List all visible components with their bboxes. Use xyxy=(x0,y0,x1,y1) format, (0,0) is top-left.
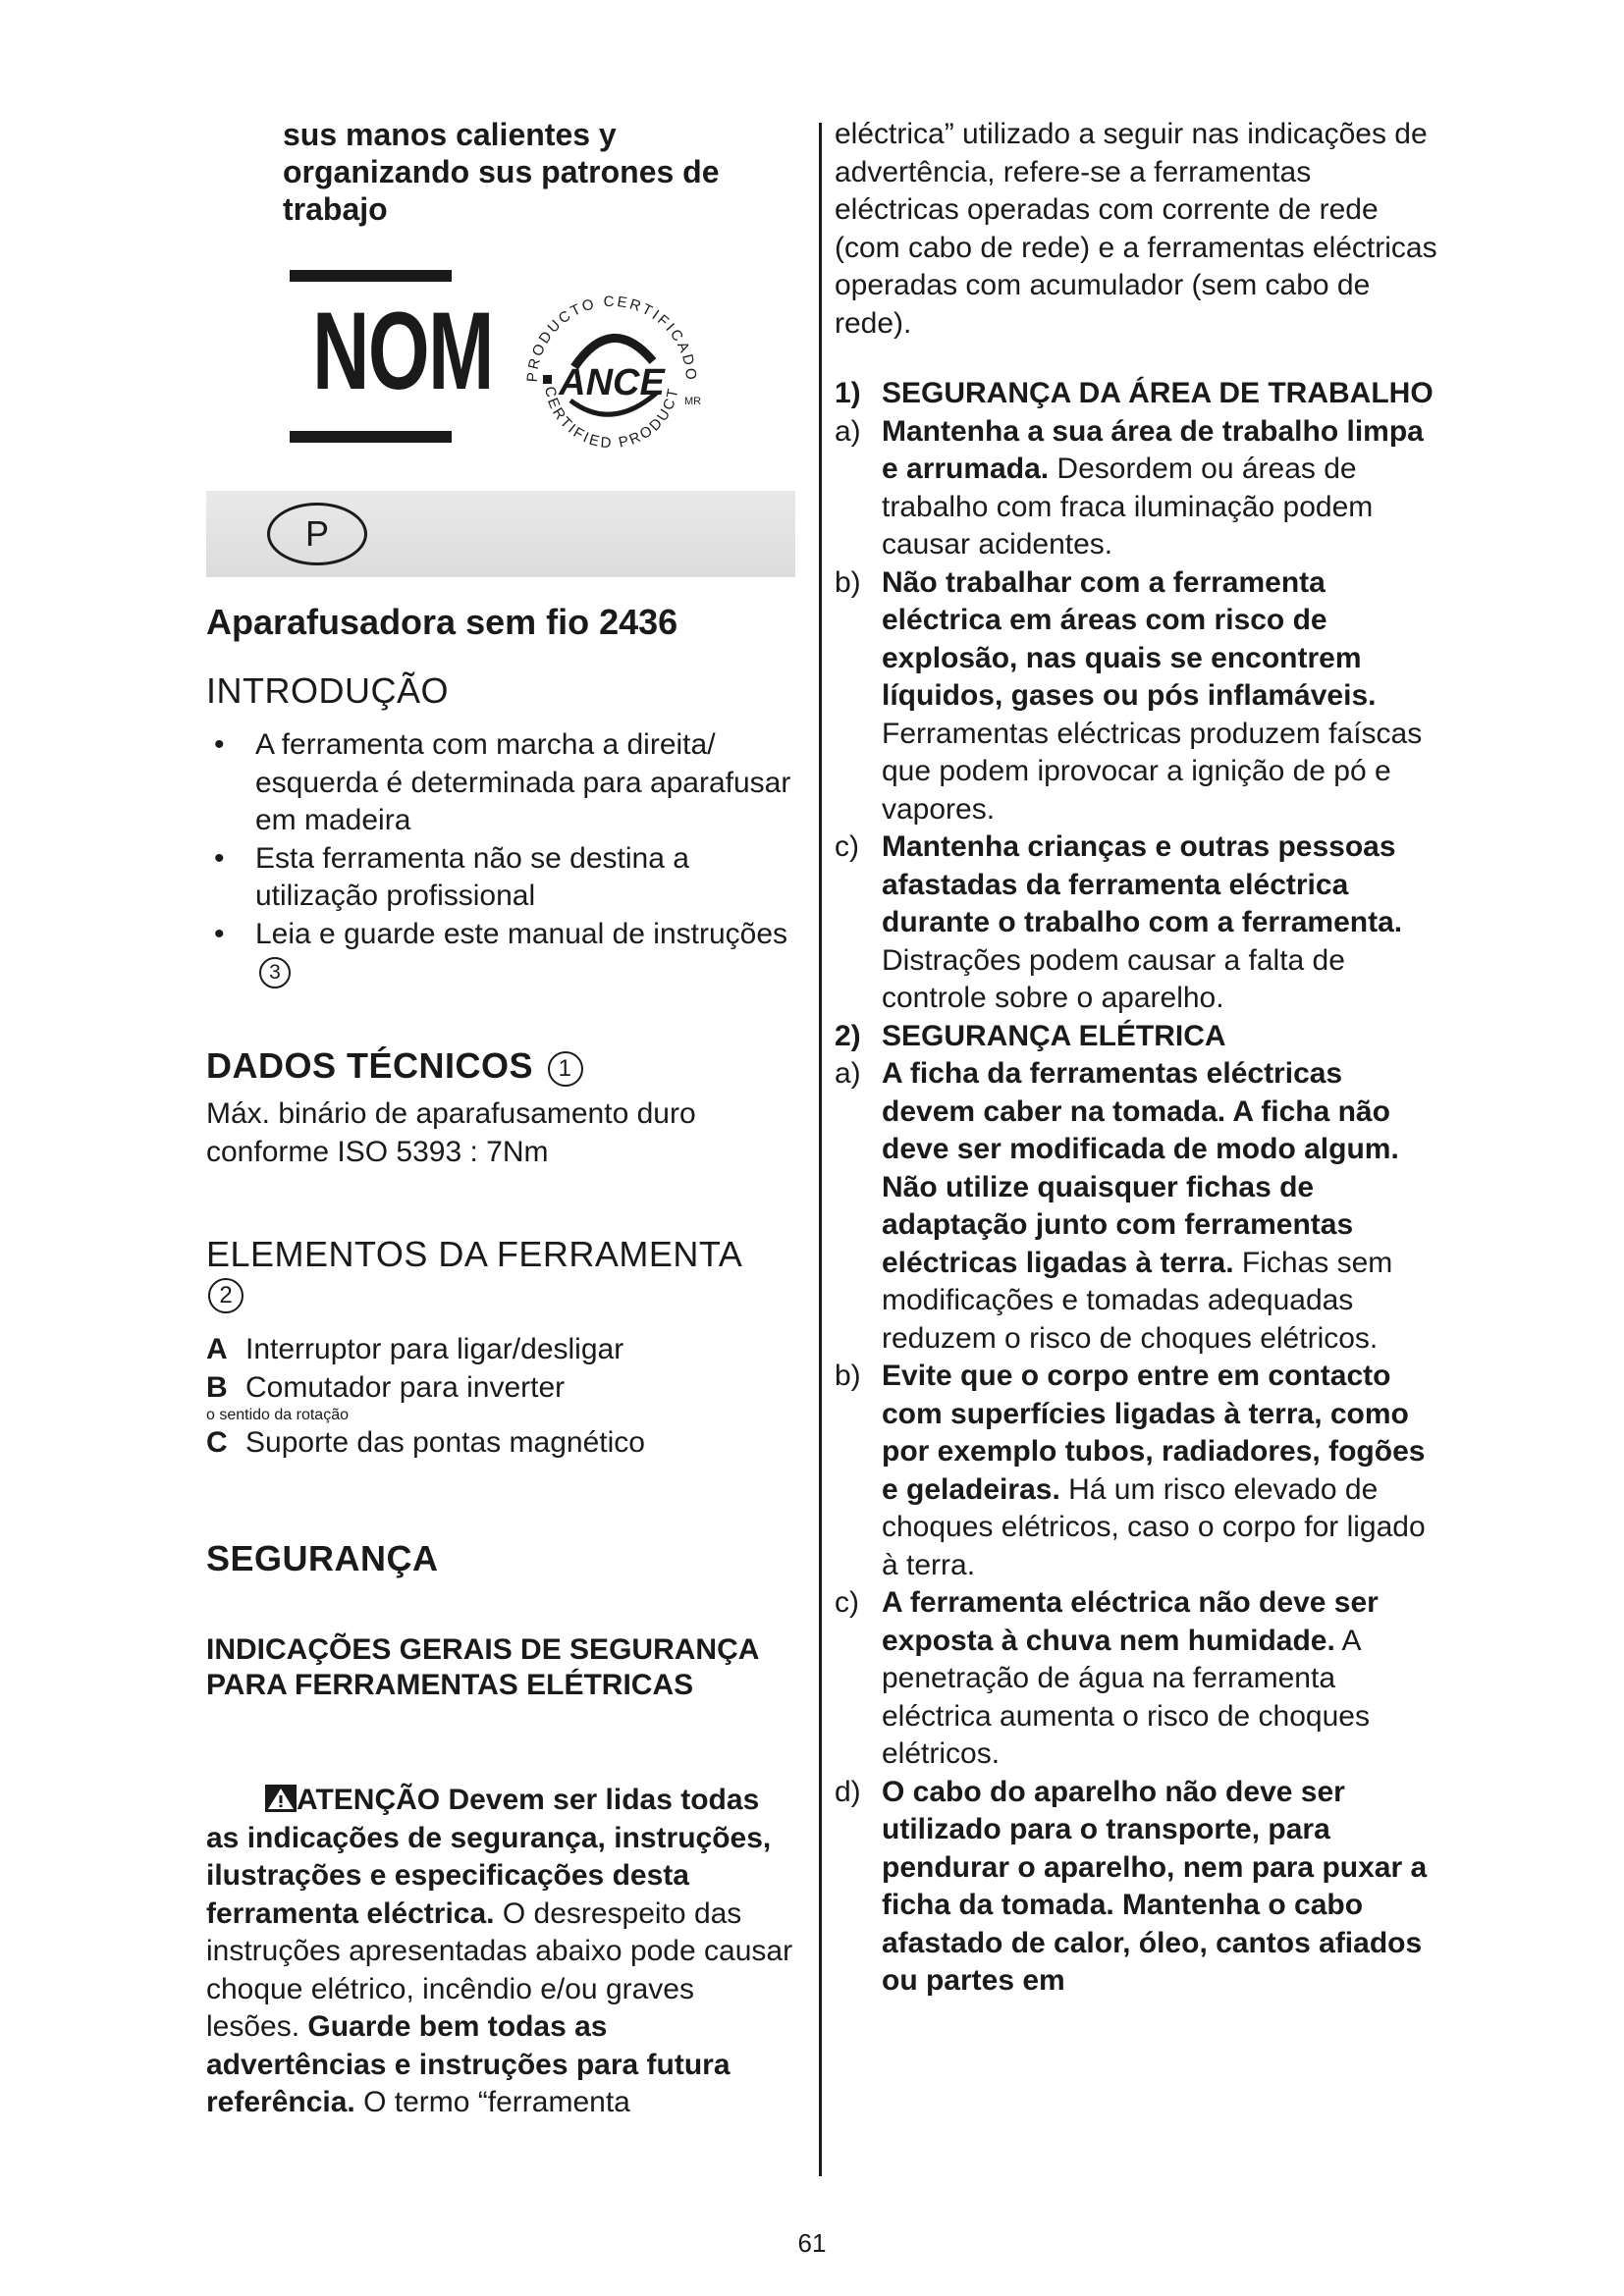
list-item: B Comutador para inverter xyxy=(206,1370,566,1404)
continuation-paragraph: eléctrica” utilizado a seguir nas indicações de advertência, refere-se a ferramentas eléctricas operadas com corrente de rede (com cabo de rede) e a ferramentas eléctricas operadas com acumulador (sem cabo de rede). xyxy=(835,118,1437,340)
list-item: • Esta ferramenta não se destina a utilização profissional xyxy=(206,840,795,916)
list-item: b) Evite que o corpo entre em contacto com superfícies ligadas à terra, como por exemplo tubos, radiadores, fogões e geladeiras. Há um risco elevado de choques elétricos, caso o corpo for ligado à terra. xyxy=(835,1360,1426,1581)
language-badge: P xyxy=(267,503,367,565)
section-heading: 1) SEGURANÇA DA ÁREA DE TRABALHO xyxy=(835,377,1434,409)
list-item: c) Mantenha crianças e outras pessoas afastadas da ferramenta eléctrica durante o trabalho com a ferramenta. Distrações podem causar a falta de controle sobre o aparelho. xyxy=(835,830,1403,1014)
column-divider xyxy=(819,123,822,2176)
warning-icon xyxy=(265,1785,297,1812)
figure-ref-circle: 2 xyxy=(208,1278,244,1313)
list-item: A Interruptor para ligar/desligar xyxy=(206,1333,624,1365)
ance-ring-bottom: CERTIFIED PRODUCT xyxy=(541,385,682,453)
ance-word: ANCE xyxy=(559,362,665,403)
nom-top-bar xyxy=(290,270,452,282)
list-item: b) Não trabalhar com a ferramenta eléctrica em áreas com risco de explosão, nas quais se encontrem líquidos, gases ou pós inflamáveis. Ferramentas eléctricas produzem faíscas que podem iprovocar a ignição de pó e vapores. xyxy=(835,565,1423,826)
warning-bold-1: ATENÇÃO Devem ser lidas todas as indicações de segurança, instruções, ilustrações e especificações desta ferramenta eléctrica. xyxy=(206,1784,772,1930)
section-work-area xyxy=(835,375,1443,1018)
product-title: Aparafusadora sem fio 2436 xyxy=(206,602,678,642)
ance-mr-mark: MR xyxy=(684,396,702,407)
ance-seal xyxy=(496,265,722,461)
general-safety-section xyxy=(206,1632,795,1703)
ance-certified-logo xyxy=(496,265,722,461)
list-item: c) A ferramenta eléctrica não deve ser exposta à chuva nem humidade. A penetração de água na ferramenta eléctrica aumenta o risco de choques elétricos. xyxy=(835,1586,1379,1770)
warning-text-2: O termo “ferramenta xyxy=(354,2086,630,2118)
figure-ref-circle: 3 xyxy=(259,957,291,988)
tech-heading: DADOS TÉCNICOS 1 xyxy=(206,1044,795,1088)
list-item-continuation: o sentido da rotação xyxy=(206,1407,349,1423)
section-heading: 2) SEGURANÇA ELÉTRICA xyxy=(835,1019,1226,1052)
section-electrical xyxy=(835,1018,1443,2001)
warning-bold-2: Guarde bem todas as advertências e instruções para futura referência. xyxy=(206,2010,731,2118)
nom-bottom-bar xyxy=(290,431,452,443)
list-item: d) O cabo do aparelho não deve ser utilizado para o transporte, para pendurar o aparelho, nem para puxar a ficha da tomada. Mantenha o cabo afastado de calor, óleo, cantos afiados ou partes em xyxy=(835,1775,1428,1997)
elements-heading: ELEMENTOS DA FERRAMENTA xyxy=(206,1234,743,1274)
general-safety-heading: INDICAÇÕES GERAIS DE SEGURANÇA PARA FERRAMENTAS ELÉTRICAS xyxy=(206,1633,759,1701)
right-column xyxy=(835,116,1443,2001)
list-item: a) Mantenha a sua área de trabalho limpa e arrumada. Desordem ou áreas de trabalho com fraca iluminação podem causar acidentes. xyxy=(835,414,1424,561)
intro-bullet-list xyxy=(206,726,795,991)
warning-text-1: O desrespeito das instruções apresentadas abaixo pode causar choque elétrico, incêndio e/ou graves lesões. xyxy=(206,1896,793,2043)
ance-ring-top: PRODUCTO CERTIFICADO xyxy=(523,293,700,383)
safety-heading: SEGURANÇA xyxy=(206,1538,439,1578)
intro-section xyxy=(206,669,795,991)
warning-block xyxy=(206,1782,795,2122)
elements-list xyxy=(206,1331,795,1463)
elements-section xyxy=(206,1233,795,1463)
list-item: a) A ficha da ferramentas eléctricas devem caber na tomada. A ficha não deve ser modificada de modo algum. Não utilize quaisquer fichas de adaptação junto com ferramentas eléctricas ligadas à terra. Fichas sem modificações e tomadas adequadas reduzem o risco de choques elétricos. xyxy=(835,1057,1399,1355)
figure-ref-circle: 1 xyxy=(548,1051,583,1087)
tech-data-section xyxy=(206,1044,795,1171)
list-item: • A ferramenta com marcha a direita/ esquerda é determinada para aparafusar em madeira xyxy=(206,726,795,840)
list-item: C Suporte das pontas magnético xyxy=(206,1426,645,1459)
list-item: • Leia e guarde este manual de instruções3 xyxy=(206,916,795,991)
page-number: 61 xyxy=(797,2228,827,2258)
tech-data-text: Máx. binário de aparafusamento duro conforme ISO 5393 : 7Nm xyxy=(206,1097,696,1168)
safety-section xyxy=(206,1537,795,1580)
intro-continuation: sus manos calientes y organizando sus patrones de trabajo xyxy=(283,117,720,227)
nom-logo-text: NOM xyxy=(312,290,493,412)
intro-heading: INTRODUÇÃO xyxy=(206,670,449,711)
nom-logo xyxy=(290,270,493,445)
